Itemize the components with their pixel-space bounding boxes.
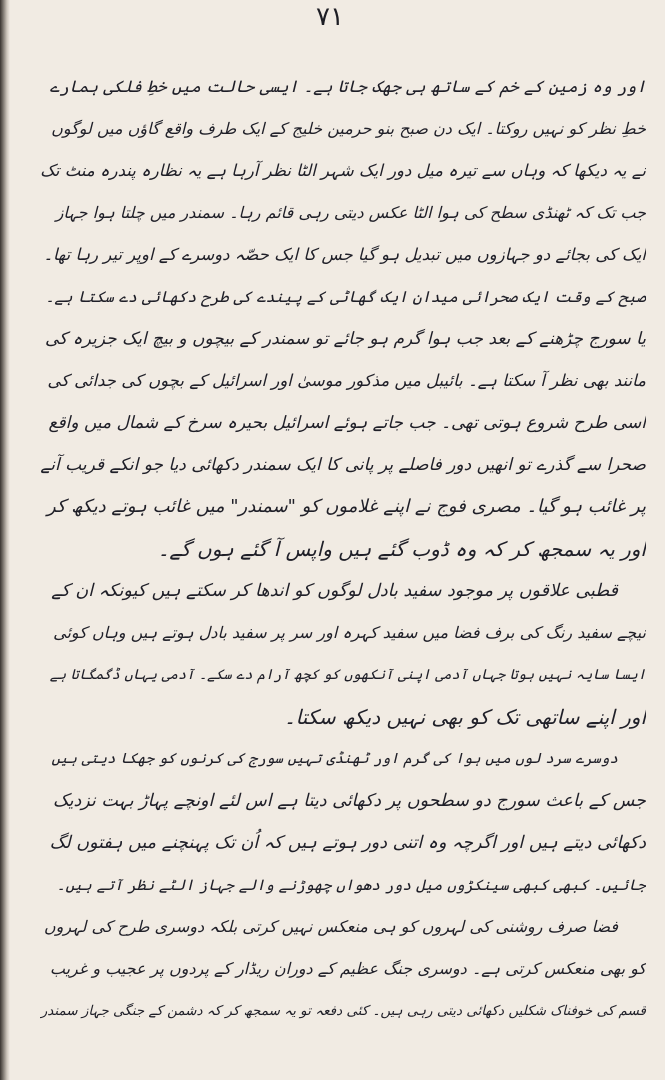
text-line: مانند بھی نظر آ سکتا ہے۔ بائیبل میں مذکور موسیٰ اور اسرائیل کے بچوں کی جدائی کی xyxy=(47,371,646,390)
text-line: نے یہ دیکھا کہ وہاں سے تیرہ میل دور ایک شہر الٹا نظر آرہا ہے یہ نظارہ پندرہ منٹ تک xyxy=(40,161,646,180)
text-line: کو بھی منعکس کرتی ہے۔ دوسری جنگ عظیم کے دوران ریڈار کے پردوں پر عجیب و غریب xyxy=(49,959,646,978)
text-line-paragraph-start: قطبی علاقوں پر موجود سفید بادل لوگوں کو اندھا کر سکتے ہیں کیونکہ ان کے xyxy=(51,581,618,601)
text-line-paragraph-start: فضا صرف روشنی کی لہروں کو ہی منعکس نہیں کرتی بلکہ دوسری طرح کی لہروں xyxy=(43,917,618,936)
text-line: اور اپنے ساتھی تک کو بھی نہیں دیکھ سکتا۔ xyxy=(283,705,646,729)
text-line: جس کے باعث سورج دو سطحوں پر دکھائی دیتا ہے اس لئے اونچے پہاڑ بہت نزدیک xyxy=(52,791,646,811)
text-line: جب تک کہ ٹھنڈی سطح کی ہوا الٹا عکس دیتی رہی قائم رہا۔ سمندر میں چلتا ہوا جہاز xyxy=(55,203,646,222)
text-line: ایک کی بجائے دو جہازوں میں تبدیل ہو گیا جس کا ایک حصّہ دوسرے کے اوپر تیر رہا تھا۔ xyxy=(43,245,646,264)
text-line: دکھائی دیتے ہیں اور اگرچہ وہ اتنی دور ہوتے ہیں کہ اُن تک پہنچنے میں ہفتوں لگ xyxy=(49,833,646,853)
text-line: اسی طرح شروع ہوتی تھی۔ جب جاتے ہوئے اسرائیل بحیرہ سرخ کے شمال میں واقع xyxy=(48,413,646,433)
text-line: اور وہ زمین کے خم کے ساتھ ہی جھک جاتا ہے۔ ایسی حالت میں خطِ فلکی ہمارے xyxy=(49,77,646,96)
text-line: جائیں۔ کبھی کبھی سینکڑوں میل دور دھواں چھوڑنے والے جہاز الٹے نظر آتے ہیں۔ xyxy=(56,876,646,894)
text-line: خطِ نظر کو نہیں روکتا۔ ایک دن صبح بنو حرمین خلیج کے ایک طرف واقع گاؤں میں لوگوں xyxy=(51,119,646,138)
text-line: یا سورج چڑھنے کے بعد جب ہوا گرم ہو جائے تو سمندر کے بیچوں و بیچ ایک جزیرہ کی xyxy=(45,329,646,349)
page-edge-shadow xyxy=(0,0,10,1080)
text-line: پر غائب ہو گیا۔ مصری فوج نے اپنے غلاموں کو "سمندر" میں غائب ہوتے دیکھ کر xyxy=(47,496,646,517)
text-line: اور یہ سمجھ کر کہ وہ ڈوب گئے ہیں واپس آ گئے ہوں گے۔ xyxy=(157,537,646,561)
text-line: ایسا سایہ نہیں ہوتا جہاں آدمی اپنی آنکھوں کو کچھ آرام دے سکے۔ آدمی یہاں ڈگمگاتا ہے xyxy=(49,667,646,683)
text-line-paragraph-start: دوسرے سرد لوں میں ہوا کی گرم اور ٹھنڈی تہیں سورج کی کرنوں کو جھکا دیتی ہیں xyxy=(51,751,618,767)
urdu-text-body xyxy=(40,66,646,1032)
text-line: قسم کی خوفناک شکلیں دکھائی دیتی رہی ہیں۔ کئی دفعہ تو یہ سمجھ کر کہ دشمن کے جنگی جہاز سمندر xyxy=(40,1003,646,1019)
text-line: نیچے سفید رنگ کی برف فضا میں سفید کہرہ اور سر پر سفید بادل ہوتے ہیں وہاں کوئی xyxy=(53,623,646,642)
text-line: صحرا سے گذرے تو انھیں دور فاصلے پر پانی کا ایک سمندر دکھائی دیا جو انکے قریب آنے xyxy=(40,455,646,475)
page-number: ۷۱ xyxy=(316,2,344,32)
text-line: صبح کے وقت ایک صحرائی میدان ایک گھاٹی کے پیندے کی طرح دکھائی دے سکتا ہے۔ xyxy=(45,288,646,306)
